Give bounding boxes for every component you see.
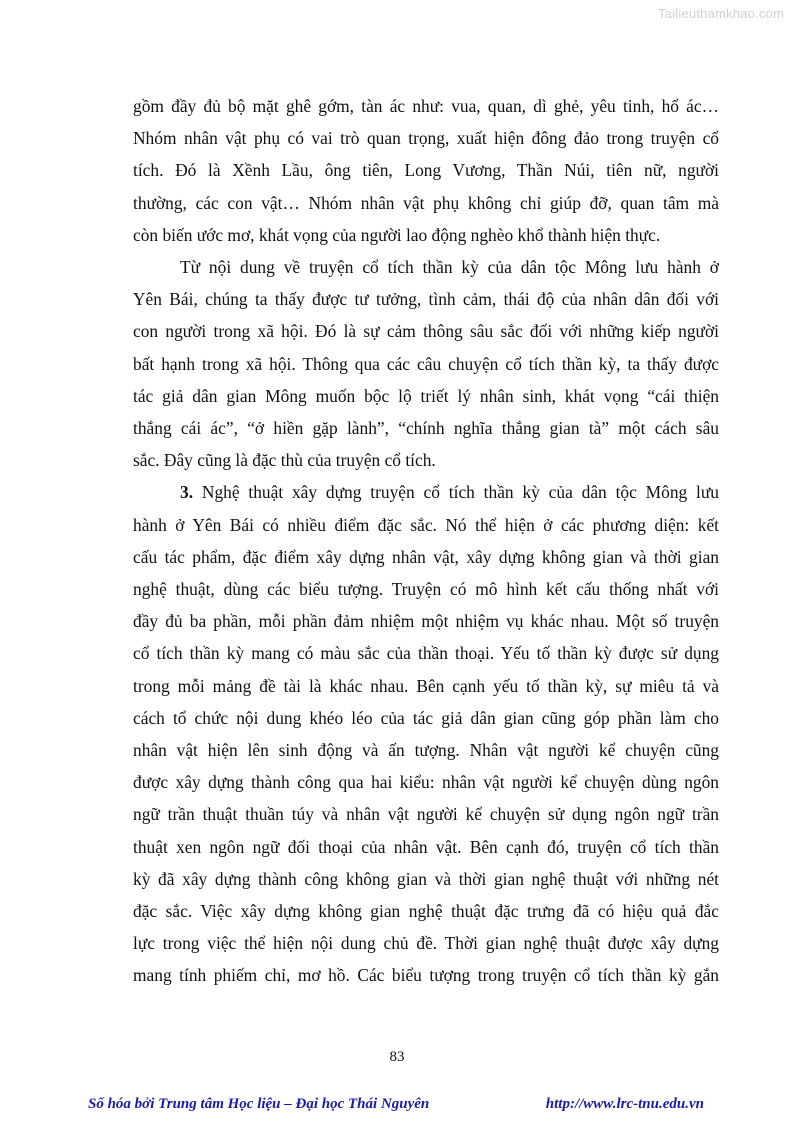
text-line: ngữ trần thuật thuần túy và nhân vật người kể chuyện sử dụng ngôn ngữ trần [133, 804, 719, 825]
text-line: được xây dựng thành công qua hai kiểu: nhân vật người kể chuyện dùng ngôn [133, 772, 719, 793]
page-number: 83 [389, 1049, 405, 1065]
text-line: nghệ thuật, dùng các biểu tượng. Truyện có mô hình kết cấu thống nhất với [133, 579, 719, 600]
text-line: Từ nội dung về truyện cổ tích thần kỳ của dân tộc Mông lưu hành ở [180, 257, 719, 278]
text-line: cách tổ chức nội dung khéo léo của tác giả dân gian cũng góp phần làm cho [133, 707, 719, 728]
watermark: Tailieuthamkhao.com [658, 6, 784, 21]
text-line: hành ở Yên Bái có nhiều điểm đặc sắc. Nó thể hiện ở các phương diện: kết [133, 514, 719, 535]
text-line: còn biến ước mơ, khát vọng của người lao động nghèo khổ thành hiện thực. [133, 224, 661, 245]
document-body [133, 90, 719, 992]
text-line [133, 476, 719, 508]
paragraph-2 [133, 251, 719, 476]
text-line: thuật xen ngôn ngữ đối thoại của nhân vật. Bên cạnh đó, truyện cổ tích thần [133, 836, 719, 857]
text-line: lực trong việc thể hiện nội dung chủ đề. Thời gian nghệ thuật được xây dựng [133, 933, 719, 954]
footer [88, 1096, 704, 1113]
text-line: Yên Bái, chúng ta thấy được tư tưởng, tình cảm, thái độ của nhân dân đối với [133, 289, 719, 310]
text-line: kỳ đã xây dựng thành công không gian và thời gian nghệ thuật với những nét [133, 868, 719, 889]
paragraph-3 [133, 476, 719, 991]
text-line: gồm đầy đủ bộ mặt ghê gớm, tàn ác như: vua, quan, dì ghẻ, yêu tinh, hổ ác… [133, 96, 719, 116]
footer-credit: Số hóa bởi Trung tâm Học liệu – Đại học Thái Nguyên [88, 1096, 430, 1112]
text-line: sắc. Đây cũng là đặc thù của truyện cổ tích. [133, 450, 436, 471]
text-line: đặc sắc. Việc xây dựng không gian nghệ thuật đặc trưng đã có hiệu quả đắc [133, 901, 719, 922]
text-line-content: Nghệ thuật xây dựng truyện cổ tích thần kỳ của dân tộc Mông lưu [193, 482, 719, 503]
text-line: thường, các con vật… Nhóm nhân vật phụ không chỉ giúp đỡ, quan tâm mà [133, 192, 719, 213]
text-line: tác giả dân gian Mông muốn bộc lộ triết lý nhân sinh, khát vọng “cái thiện [133, 385, 719, 406]
text-line: mang tính phiếm chỉ, mơ hồ. Các biểu tượng trong truyện cổ tích thần kỳ gắn [133, 965, 719, 986]
footer-url-link[interactable]: http://www.lrc-tnu.edu.vn [545, 1096, 704, 1112]
text-line: Nhóm nhân vật phụ có vai trò quan trọng, xuất hiện đông đảo trong truyện cổ [133, 128, 719, 149]
text-line: nhân vật hiện lên sinh động và ấn tượng. Nhân vật người kể chuyện cũng [133, 740, 719, 761]
paragraph-1 [133, 90, 719, 251]
text-line: cấu tác phẩm, đặc điểm xây dựng nhân vật, xây dựng không gian và thời gian [133, 546, 719, 567]
text-line: thắng cái ác”, “ở hiền gặp lành”, “chính nghĩa thắng gian tà” một cách sâu [133, 418, 719, 439]
text-line: đầy đủ ba phần, mỗi phần đảm nhiệm một nhiệm vụ khác nhau. Một số truyện [133, 611, 719, 632]
section-number: 3. [180, 482, 194, 503]
text-line: tích. Đó là Xềnh Lầu, ông tiên, Long Vương, Thần Núi, tiên nữ, người [133, 160, 719, 181]
text-line: bất hạnh trong xã hội. Thông qua các câu chuyện cổ tích thần kỳ, ta thấy được [133, 353, 719, 374]
text-line: trong mỗi mảng đề tài là khác nhau. Bên cạnh yếu tố thần kỳ, sự miêu tả và [133, 675, 719, 696]
text-line: cổ tích thần kỳ mang có màu sắc của thần thoại. Yếu tố thần kỳ được sử dụng [133, 643, 719, 664]
text-line: con người trong xã hội. Đó là sự cảm thông sâu sắc đối với những kiếp người [133, 321, 719, 342]
